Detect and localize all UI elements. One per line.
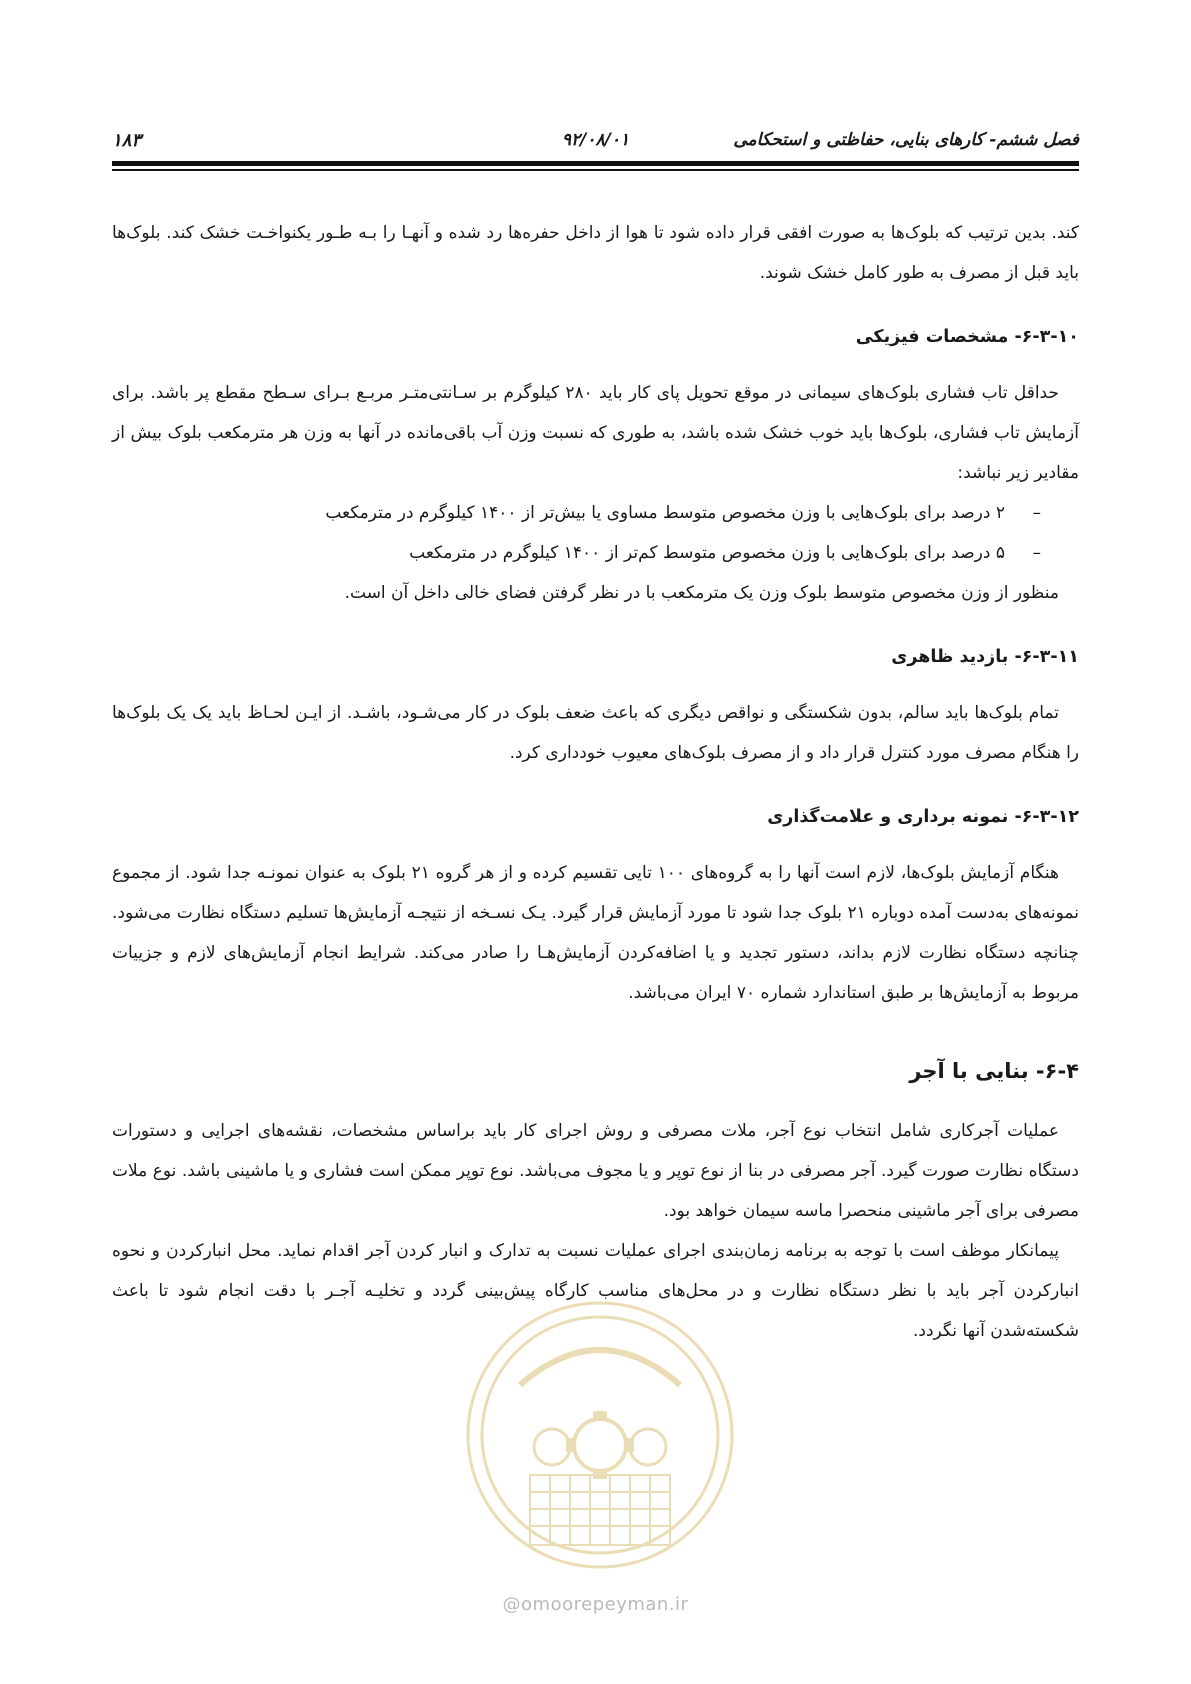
intro-paragraph: کند. بدین ترتیب که بلوک‌ها به صورت افقی قرار داده شود تا هوا از داخل حفره‌ها رد شده و آنهـا را بـه طـور یکنواخـت خشک کند. بلوک‌ها باید قبل از مصرف به طور کامل خشک شوند. [112, 223, 1079, 283]
sampling-paragraph: هنگام آزمایش بلوک‌ها، لازم است آنها را به گروه‌های ۱۰۰ تایی تقسیم کرده و از هر گروه ۲۱ بلوک به عنوان نمونـه جدا شود. از مجموع نمونه‌های به‌دست آمده دوباره ۲۱ بلوک جدا شود تا مورد آزمایش قرار گیرد. یـک نسـخه از نتیجـه آزمایش‌ها تسلیم دستگاه نظارت می‌شود. چنانچه دستگاه نظارت لازم بداند، دستور تجدید و یا اضافه‌کردن آزمایش‌هـا را صادر می‌کند. شرایط انجام آزمایش‌های لازم و جزییات مربوط به آزمایش‌ها بر طبق استاندارد شماره ۷۰ ایران می‌باشد. [112, 863, 1079, 1003]
document-code: ۹۲/۰۸/۰۱ [561, 130, 630, 150]
list-item-text: ۵ درصد برای بلوک‌هایی با وزن مخصوص متوسط کم‌تر از ۱۴۰۰ کیلوگرم در مترمکعب [409, 543, 1005, 563]
header-rule-thin [112, 169, 1079, 171]
dash-bullet: – [1032, 543, 1041, 563]
running-header [112, 126, 1079, 162]
section-heading-sampling: ۶-۳-۱۲- نمونه برداری و علامت‌گذاری [767, 807, 1079, 827]
list-item [112, 533, 1041, 573]
moisture-limits-list [112, 493, 1079, 573]
density-note: منظور از وزن مخصوص متوسط بلوک وزن یک مترمکعب با در نظر گرفتن فضای خالی داخل آن است. [344, 583, 1059, 603]
section-heading-brick-masonry: ۶-۴- بنایی با آجر [909, 1059, 1079, 1083]
header-rule-thick [112, 161, 1079, 166]
brick-masonry-paragraph-1: عملیات آجرکاری شامل انتخاب نوع آجر، ملات مصرفی و روش اجرای کار باید براساس مشخصات، نقشه‌های اجرایی و دستورات دستگاه نظارت صورت گیرد. آجر مصرفی در بنا از نوع توپر و یا مجوف می‌باشد. نوع توپر ممکن است فشاری و یا ماشینی باشد. نوع ملات مصرفی برای آجر ماشینی منحصرا ماسه سیمان خواهد بود. [112, 1121, 1079, 1221]
dash-bullet: – [1032, 503, 1041, 523]
gear-seal-logo-icon [460, 1295, 740, 1575]
list-item [112, 493, 1041, 533]
page-body [112, 213, 1079, 1351]
section-heading-physical-specs: ۶-۳-۱۰- مشخصات فیزیکی [855, 327, 1079, 347]
visual-inspection-paragraph: تمام بلوک‌ها باید سالم، بدون شکستگی و نواقص دیگری که باعث ضعف بلوک در کار می‌شـود، باشـد. از ایـن لحـاظ باید یک یک بلوک‌ها را هنگام مصرف مورد کنترل قرار داد و از مصرف بلوک‌های معیوب خودداری کرد. [112, 703, 1079, 763]
physical-specs-paragraph: حداقل تاب فشاری بلوک‌های سیمانی در موقع تحویل پای کار باید ۲۸۰ کیلوگرم بر سـانتی‌متـر مربـع بـرای سـطح مقطع پر باشد. برای آزمایش تاب فشاری، بلوک‌ها باید خوب خشک شده باشد، به طوری که نسبت وزن آب باقی‌مانده در آنها به وزن هر مترمکعب بلوک بیش از مقادیر زیر نباشد: [112, 383, 1079, 483]
list-item-text: ۲ درصد برای بلوک‌هایی با وزن مخصوص متوسط مساوی یا بیش‌تر از ۱۴۰۰ کیلوگرم در مترمکعب [325, 503, 1005, 523]
brick-masonry-paragraph-2: پیمانکار موظف است با توجه به برنامه زمان‌بندی اجرای عملیات نسبت به تدارک و انبار کردن آجر اقدام نماید. محل انبارکردن و نحوه انبارکردن آجر باید با نظر دستگاه نظارت و در محل‌های مناسب کارگاه پیش‌بینی گردد و تخلیـه آجـر با دقت انجام شود تا باعث شکسته‌شدن آنها نگردد. [112, 1241, 1079, 1341]
page-number: ۱۸۳ [112, 130, 142, 151]
section-heading-visual-inspection: ۶-۳-۱۱- بازدید ظاهری [891, 647, 1079, 667]
watermark-url: @omoorepeyman.ir [502, 1594, 689, 1615]
chapter-title: فصل ششم- کارهای بنایی، حفاظتی و استحکامی [733, 130, 1079, 150]
